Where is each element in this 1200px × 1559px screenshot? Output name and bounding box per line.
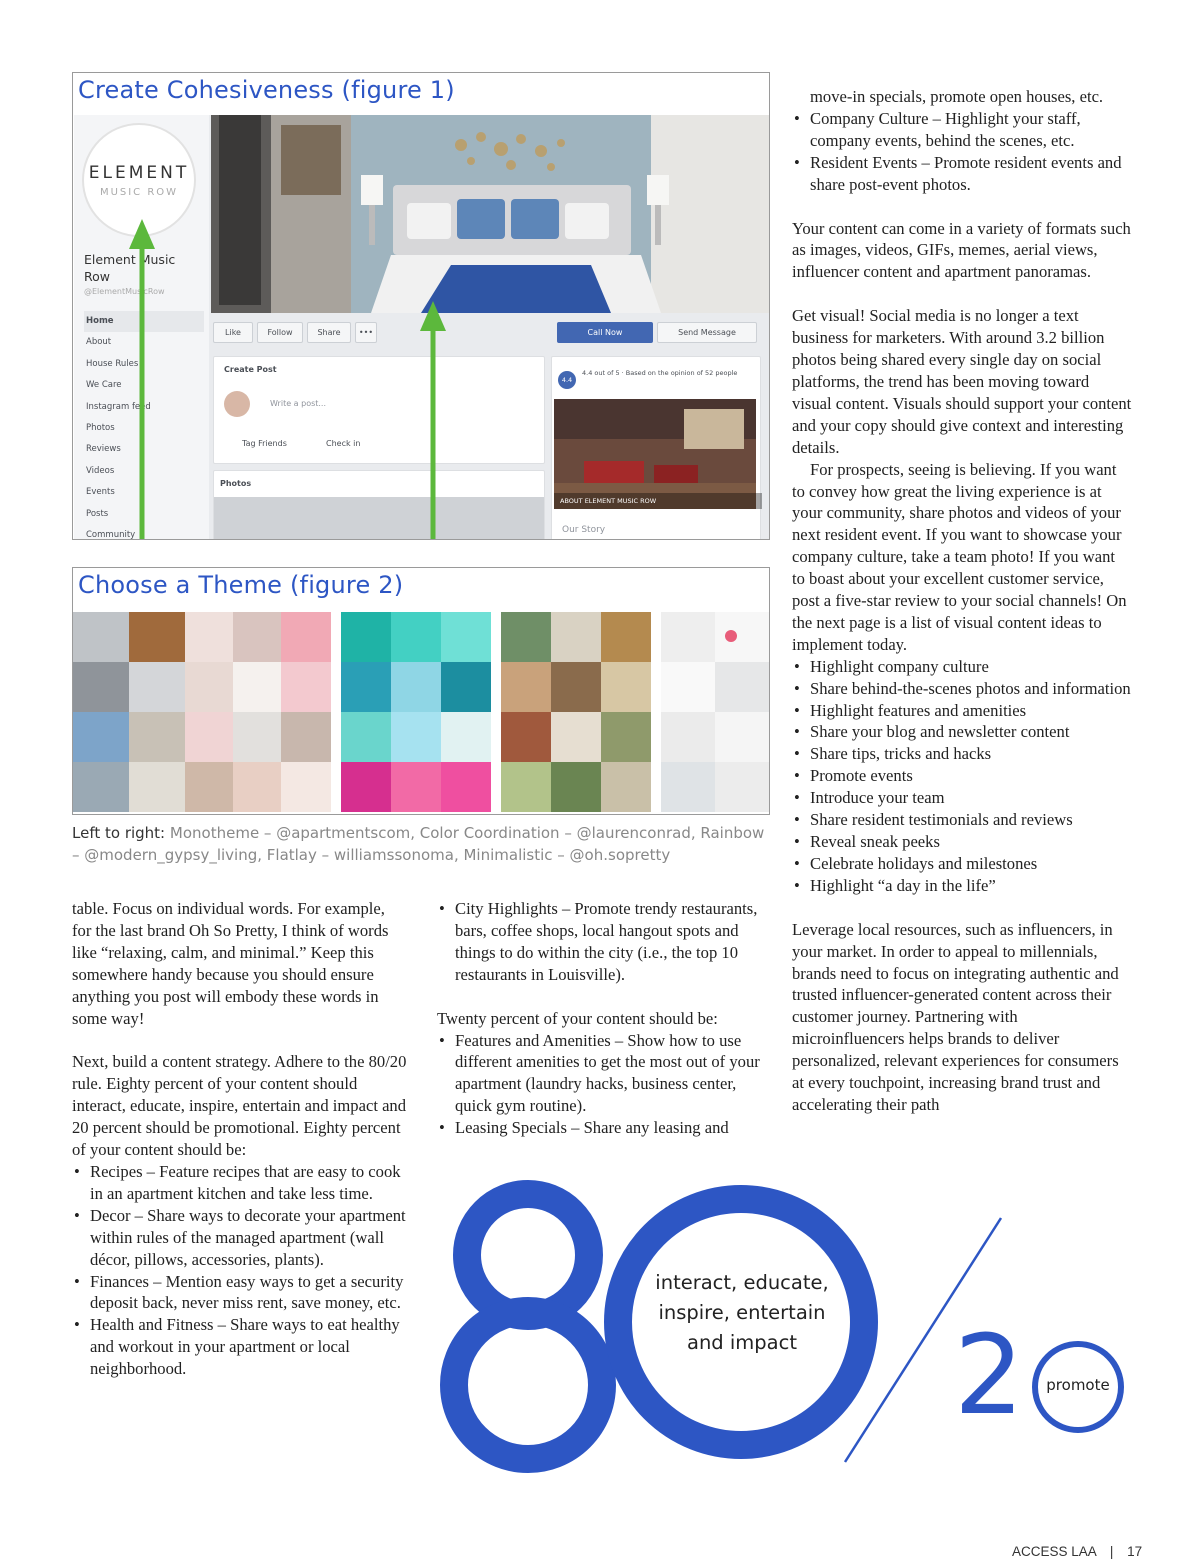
- tag-friends-button[interactable]: Tag Friends: [242, 439, 287, 448]
- col3-paragraph-3: For prospects, seeing is believing. If you want to convey how great the living experience is at your community, share photos and videos of your next resident event. If you want to showcase your company culture, take a team photo! If you want to boast about your excellent customer service, post a five-star review to your social channels! On the next page is a list of visual content ideas to implement today.: [792, 459, 1127, 654]
- column-1: [72, 898, 407, 1380]
- theme-color-coordination: [185, 612, 331, 812]
- check-in-button[interactable]: Check in: [326, 439, 361, 448]
- theme-rainbow: [341, 612, 491, 812]
- theme-flatlay: [501, 612, 651, 812]
- eighty-label: [655, 1268, 829, 1358]
- nav-item-house-rules[interactable]: House Rules: [86, 358, 139, 369]
- list-item: • Reveal sneak peeks: [792, 831, 1132, 853]
- share-button[interactable]: Share: [307, 322, 351, 343]
- list-item: • Recipes – Feature recipes that are easy to cook in an apartment kitchen and take less time.: [72, 1161, 407, 1205]
- col1-paragraph-1: table. Focus on individual words. For example, for the last brand Oh So Pretty, I think of words like “relaxing, calm, and minimal.” Keep this somewhere handy because you should ensure anything you post will embody these words in some way!: [72, 899, 389, 1028]
- up-arrow-icon: [129, 219, 155, 540]
- list-item: • Resident Events – Promote resident events and share post-event photos.: [792, 152, 1132, 196]
- eighty-label-line-2: inspire, entertain: [658, 1301, 826, 1324]
- col3-paragraph-4: Leverage local resources, such as influencers, in your market. In order to appeal to millennials, brands need to focus on integrating authentic and trusted influencer-generated content across their customer journey. Partnering with microinfluencers helps brands to deliver personalized, relevant experiences for consumers at every touchpoint, increasing brand trust and accelerating their path: [792, 919, 1119, 1114]
- eighty-twenty-graphic: [430, 1180, 1150, 1480]
- twenty-label: promote: [1046, 1376, 1110, 1394]
- page-number: 17: [1127, 1544, 1143, 1559]
- figure-2-caption: [72, 822, 772, 866]
- list-item: • Share behind-the-scenes photos and information: [792, 678, 1132, 700]
- facebook-page-mockup: [74, 115, 769, 540]
- more-button[interactable]: •••: [355, 322, 377, 343]
- page-footer: [1012, 1544, 1142, 1559]
- col2-bullet-list-b: [437, 1030, 777, 1140]
- about-banner: ABOUT ELEMENT MUSIC ROW: [554, 493, 762, 509]
- our-story-label: Our Story: [562, 525, 606, 535]
- publication-name: ACCESS LAA: [1012, 1544, 1097, 1559]
- nav-item-instagram[interactable]: Instagram feed: [86, 401, 151, 412]
- page-handle: @ElementMusicRow: [84, 287, 165, 296]
- caption-text: Monotheme – @apartmentscom, Color Coordination – @laurenconrad, Rainbow – @modern_gypsy_living, Flatlay – williamssonoma, Minimalistic – @oh.sopretty: [72, 824, 765, 864]
- nav-item-photos[interactable]: Photos: [86, 422, 115, 433]
- twenty-digit-two: 2: [954, 1311, 1020, 1439]
- brand-logo-sub: MUSIC ROW: [99, 187, 179, 198]
- follow-button[interactable]: Follow: [257, 322, 303, 343]
- call-now-button[interactable]: Call Now: [557, 322, 653, 343]
- footer-separator: |: [1109, 1544, 1114, 1559]
- create-post-label: Create Post: [224, 365, 277, 374]
- eighty-label-line-3: and impact: [687, 1331, 797, 1354]
- nav-item-events[interactable]: Events: [86, 487, 115, 498]
- list-item: • Company Culture – Highlight your staff, company events, behind the scenes, etc.: [792, 108, 1132, 152]
- list-item: • Highlight company culture: [792, 656, 1132, 678]
- list-item: • City Highlights – Promote trendy restaurants, bars, coffee shops, local hangout spots and things to do within the city (i.e., the top 10 restaurants in Louisville).: [437, 898, 777, 986]
- send-message-button[interactable]: Send Message: [657, 322, 757, 343]
- col1-bullet-list: [72, 1161, 407, 1380]
- col2-bullet-list-a: [437, 898, 777, 986]
- rating-text: 4.4 out of 5 · Based on the opinion of 52 people: [582, 369, 738, 377]
- list-item: • Highlight features and amenities: [792, 700, 1132, 722]
- nav-item-we-care[interactable]: We Care: [86, 380, 122, 391]
- column-3: [792, 86, 1132, 1116]
- col3-paragraph-1: Your content can come in a variety of formats such as images, videos, GIFs, memes, aerial views, influencer content and apartment panoramas.: [792, 218, 1131, 282]
- theme-examples: [73, 612, 769, 812]
- nav-item-reviews[interactable]: Reviews: [86, 444, 121, 455]
- theme-monotheme: [73, 612, 185, 812]
- list-item: • Finances – Mention easy ways to get a security deposit back, never miss rent, save money, etc.: [72, 1271, 407, 1315]
- column-2: [437, 898, 777, 1139]
- digit-eight-shape: [454, 1194, 602, 1459]
- eighty-label-line-1: interact, educate,: [655, 1271, 829, 1294]
- col3-paragraph-2: Get visual! Social media is no longer a text business for marketers. With around 3.2 billion photos being shared every single day on social platforms, the trend has been moving toward visual content. Visuals should support your content and your copy should give context and interesting details.: [792, 306, 1132, 457]
- cohesion-arrows: [74, 115, 769, 540]
- list-item: • Promote events: [792, 765, 1132, 787]
- figure-2-title: Choose a Theme (figure 2): [78, 571, 404, 599]
- list-item: • Highlight “a day in the life”: [792, 875, 1132, 897]
- page-name: Element Music Row: [84, 252, 176, 284]
- brand-logo-word: ELEMENT: [88, 163, 190, 183]
- up-arrow-icon: [420, 301, 446, 540]
- figure-1: [72, 72, 770, 540]
- col3-bullet-list-b: [792, 656, 1132, 897]
- list-item: • Share your blog and newsletter content: [792, 721, 1132, 743]
- list-item: • Celebrate holidays and milestones: [792, 853, 1132, 875]
- list-item: • Share tips, tricks and hacks: [792, 743, 1132, 765]
- write-post-input[interactable]: Write a post...: [270, 399, 327, 408]
- col1-paragraph-2: Next, build a content strategy. Adhere to the 80/20 rule. Eighty percent of your content should interact, educate, inspire, entertain and impact and 20 percent should be promotional. Eighty percent of your content should be:: [72, 1052, 407, 1160]
- nav-item-videos[interactable]: Videos: [86, 465, 115, 476]
- figure-1-title: Create Cohesiveness (figure 1): [78, 76, 455, 104]
- col3-bullet-list-a: [792, 108, 1132, 196]
- caption-lead: Left to right:: [72, 824, 166, 842]
- list-item: • Share resident testimonials and reviews: [792, 809, 1132, 831]
- theme-minimalistic: [661, 612, 769, 812]
- list-item: • Health and Fitness – Share ways to eat healthy and workout in your apartment or local neighborhood.: [72, 1314, 407, 1380]
- rating-badge: 4.4: [558, 371, 576, 389]
- like-button[interactable]: Like: [213, 322, 253, 343]
- list-item: • Decor – Share ways to decorate your apartment within rules of the managed apartment (wall décor, pillows, accessories, plants).: [72, 1205, 407, 1271]
- list-item: • Introduce your team: [792, 787, 1132, 809]
- col2-paragraph-1: Twenty percent of your content should be:: [437, 1008, 718, 1028]
- list-item: • Features and Amenities – Show how to use different amenities to get the most out of your apartment (laundry hacks, business center, quick gym routine).: [437, 1030, 777, 1118]
- nav-item-posts[interactable]: Posts: [86, 508, 109, 519]
- nav-item-home[interactable]: Home: [84, 311, 204, 332]
- figure-2: [72, 567, 770, 815]
- photos-label: Photos: [220, 479, 252, 488]
- nav-item-community[interactable]: Community: [86, 529, 136, 540]
- list-item: • Leasing Specials – Share any leasing and: [437, 1117, 777, 1139]
- col3-continuation: move-in specials, promote open houses, etc.: [810, 87, 1104, 106]
- nav-item-about[interactable]: About: [86, 337, 112, 348]
